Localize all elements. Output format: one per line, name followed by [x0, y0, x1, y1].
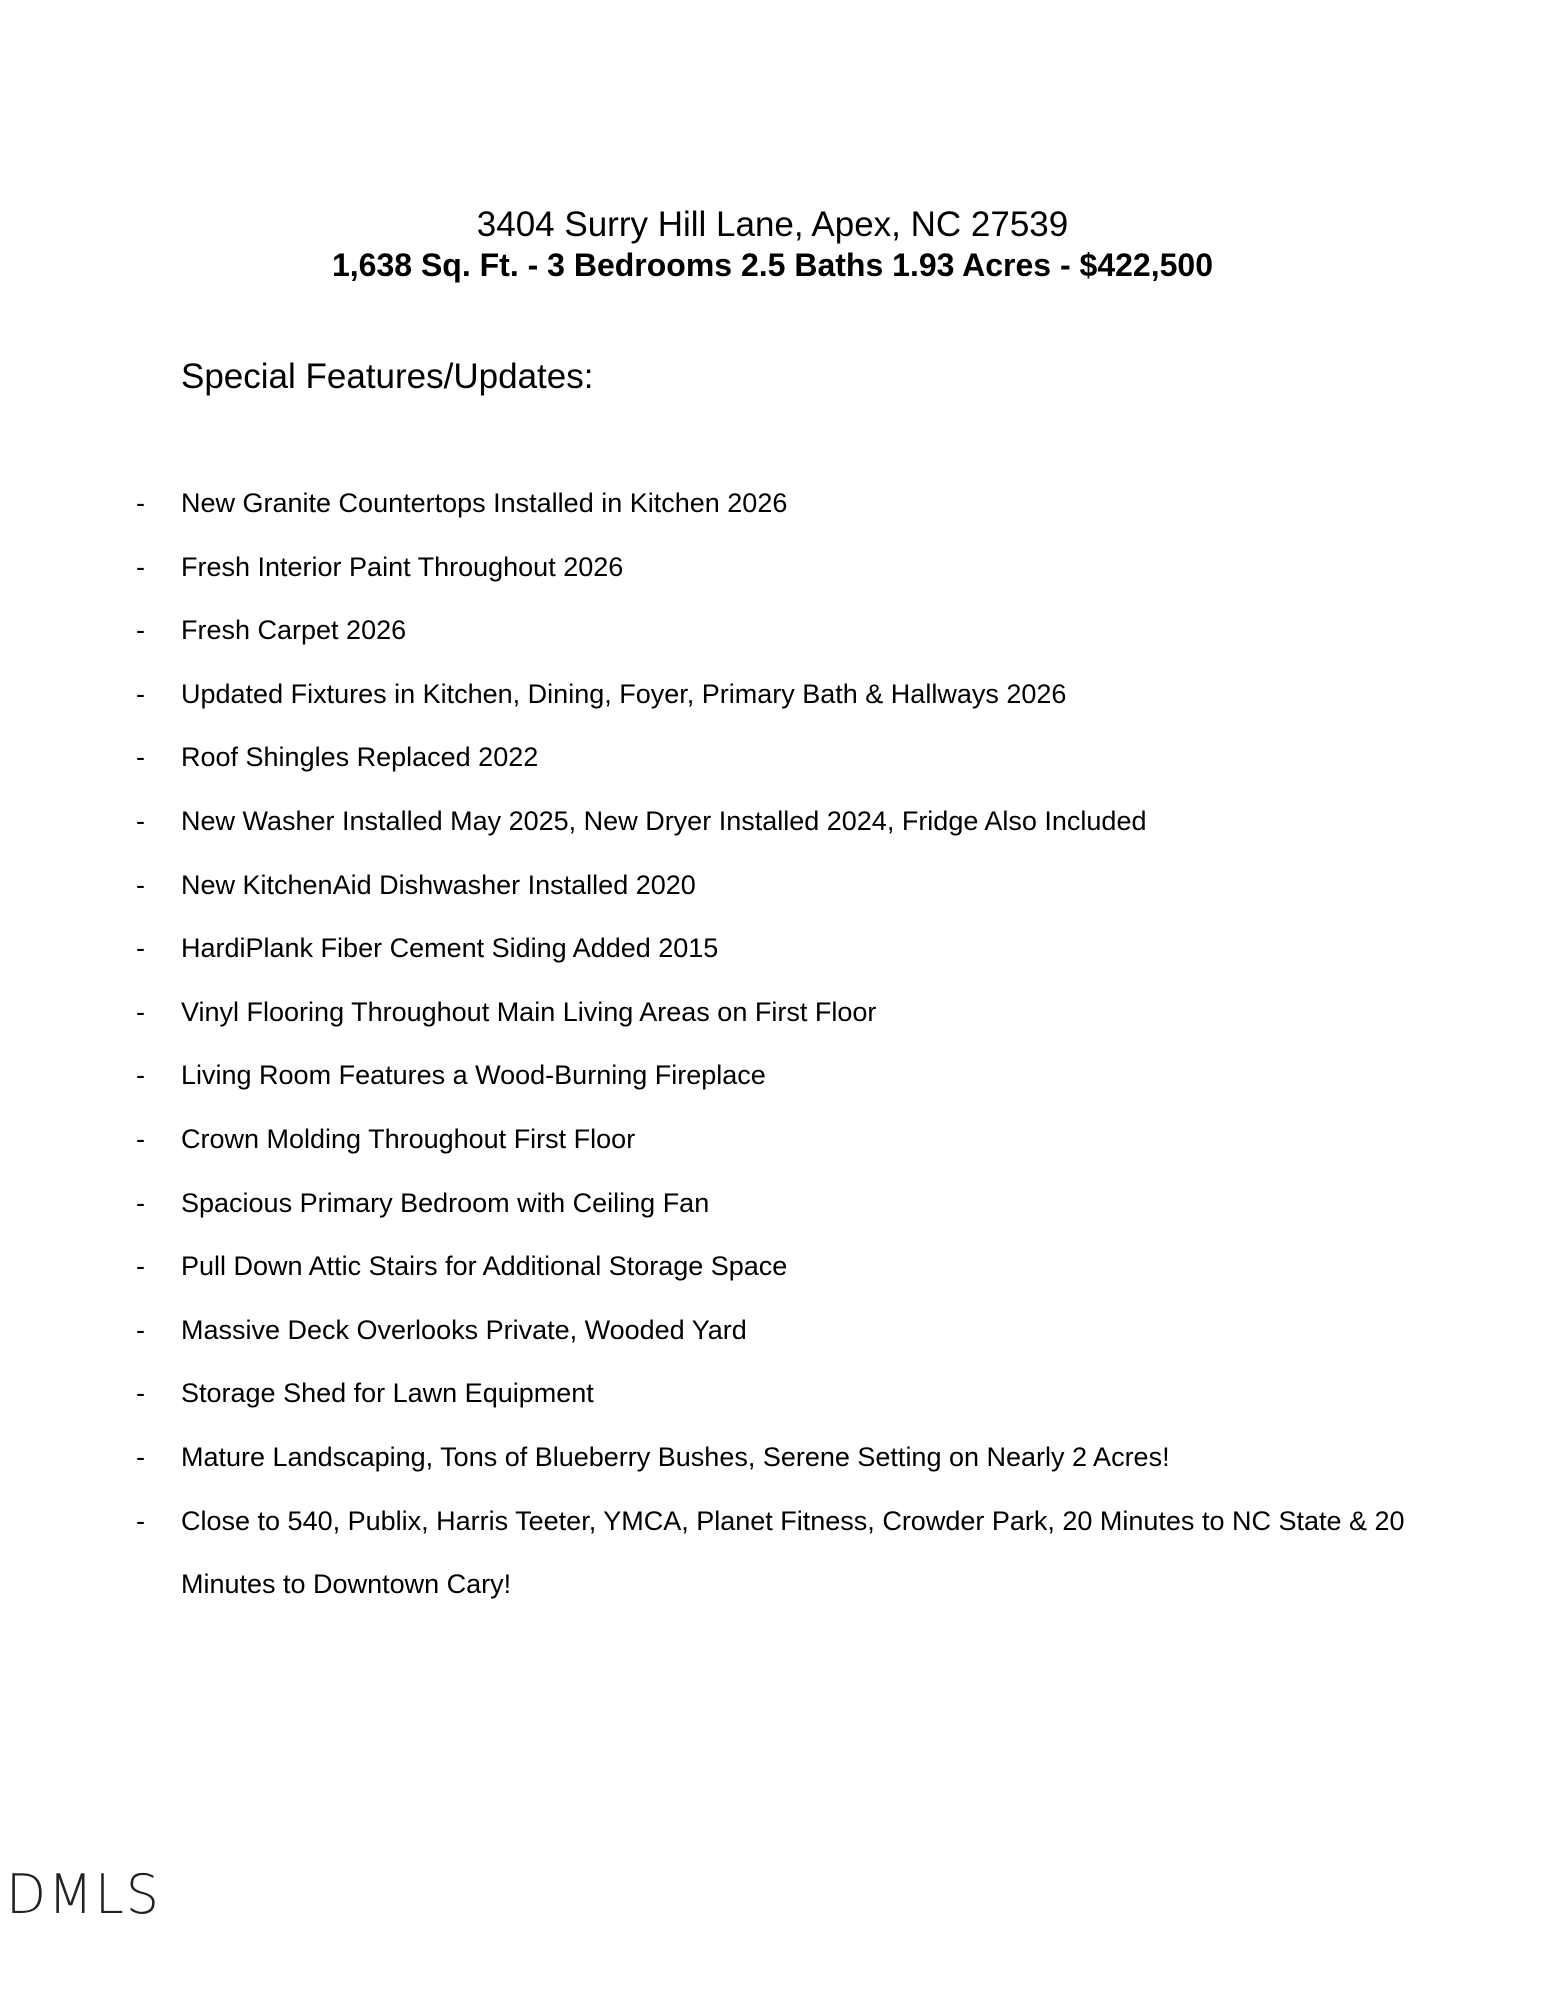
feature-item	[0, 1044, 1545, 1108]
bullet-dash: -	[136, 933, 145, 964]
feature-item	[0, 1235, 1545, 1299]
feature-item	[0, 917, 1545, 981]
bullet-dash: -	[136, 996, 145, 1027]
bullet-dash: -	[136, 551, 145, 582]
bullet-dash: -	[136, 1251, 145, 1282]
feature-item	[0, 1490, 1545, 1617]
feature-item	[0, 1172, 1545, 1236]
bullet-dash: -	[136, 1060, 145, 1091]
feature-item	[0, 790, 1545, 854]
dmls-logo: DMLS	[6, 1863, 161, 1927]
feature-item	[0, 1426, 1545, 1490]
feature-text: Updated Fixtures in Kitchen, Dining, Foyer, Primary Bath & Hallways 2026	[181, 678, 1067, 709]
bullet-dash: -	[136, 869, 145, 900]
features-title: Special Features/Updates:	[181, 357, 594, 396]
feature-text: Crown Molding Throughout First Floor	[181, 1123, 636, 1154]
bullet-dash: -	[136, 1505, 145, 1536]
feature-text: Massive Deck Overlooks Private, Wooded Yard	[181, 1314, 747, 1345]
feature-text: Pull Down Attic Stairs for Additional Storage Space	[181, 1251, 788, 1282]
bullet-dash: -	[136, 1314, 145, 1345]
bullet-dash: -	[136, 615, 145, 646]
bullet-dash: -	[136, 678, 145, 709]
feature-text: Fresh Carpet 2026	[181, 615, 407, 646]
feature-text: New Washer Installed May 2025, New Dryer Installed 2024, Fridge Also Included	[181, 805, 1147, 836]
feature-item	[0, 599, 1545, 663]
feature-text: Living Room Features a Wood-Burning Fireplace	[181, 1060, 766, 1091]
bullet-dash: -	[136, 1123, 145, 1154]
feature-text: Storage Shed for Lawn Equipment	[181, 1378, 594, 1409]
feature-item	[0, 663, 1545, 727]
feature-list	[0, 472, 1545, 1617]
bullet-dash: -	[136, 1187, 145, 1218]
feature-text: Spacious Primary Bedroom with Ceiling Fan	[181, 1187, 710, 1218]
feature-text: Vinyl Flooring Throughout Main Living Areas on First Floor	[181, 996, 877, 1027]
feature-item	[0, 472, 1545, 536]
bullet-dash: -	[136, 1378, 145, 1409]
feature-text: Close to 540, Publix, Harris Teeter, YMCA, Planet Fitness, Crowder Park, 20 Minutes to NC State & 20 Minutes to Downtown Cary!	[181, 1505, 1405, 1600]
feature-item	[0, 1362, 1545, 1426]
feature-text: Mature Landscaping, Tons of Blueberry Bushes, Serene Setting on Nearly 2 Acres!	[181, 1441, 1170, 1472]
bullet-dash: -	[136, 1441, 145, 1472]
feature-item	[0, 726, 1545, 790]
feature-item	[0, 1108, 1545, 1172]
bullet-dash: -	[136, 805, 145, 836]
bullet-dash: -	[136, 742, 145, 773]
feature-item	[0, 1299, 1545, 1363]
feature-text: Fresh Interior Paint Throughout 2026	[181, 551, 624, 582]
feature-text: HardiPlank Fiber Cement Siding Added 2015	[181, 933, 719, 964]
feature-text: New Granite Countertops Installed in Kitchen 2026	[181, 488, 788, 518]
property-details: 1,638 Sq. Ft. - 3 Bedrooms 2.5 Baths 1.93 Acres - $422,500	[331, 247, 1213, 283]
feature-text: New KitchenAid Dishwasher Installed 2020	[181, 869, 696, 900]
feature-item	[0, 536, 1545, 600]
bullet-dash: -	[136, 488, 145, 518]
feature-item	[0, 854, 1545, 918]
feature-text: Roof Shingles Replaced 2022	[181, 742, 539, 773]
feature-item	[0, 981, 1545, 1045]
property-address: 3404 Surry Hill Lane, Apex, NC 27539	[476, 205, 1069, 244]
